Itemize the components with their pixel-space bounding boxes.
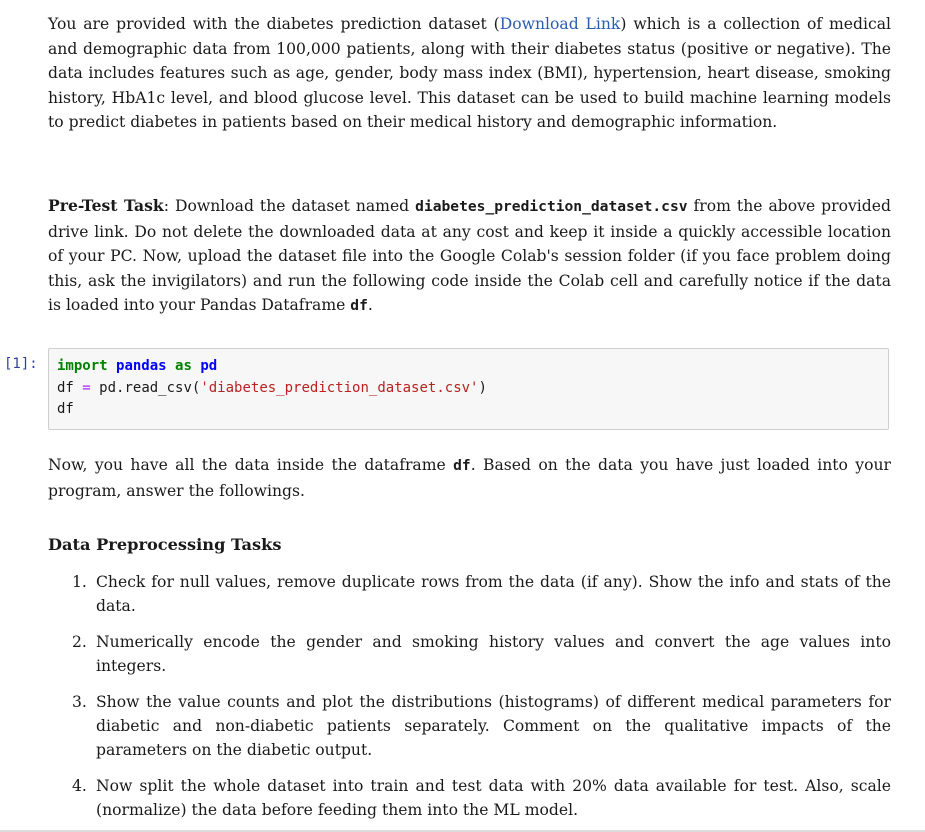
intro-paragraph <box>48 12 891 135</box>
code-line-2 <box>57 380 487 396</box>
task-text: Show the value counts and plot the distributions (histograms) of different medical parameters for diabetic and non-diabetic patients separately. Comment on the qualitative impacts of the parameters on the diabetic output. <box>96 693 891 759</box>
intro-text-end: ) which is a collection of medical and demographic data from 100,000 patients, along with their diabetes status (positive or negative). The data includes features such as age, gender, body mass index (BMI), hypertension, heart disease, smoking history, HbA1c level, and blood glucose level. This dataset can be used to build machine learning models to predict diabetes in patients based on their medical history and demographic information. <box>48 15 892 131</box>
import-keyword: import <box>57 358 108 374</box>
pretest-text-2: from the above provided drive link. Do not delete the downloaded data at any cost and keep it inside a quickly accessible location of your PC. Now, upload the dataset file into the Google Colab's session folder (if you face problem doing this, ask the invigilators) and run the following code inside the Colab cell and carefully notice if the data is loaded into your Pandas Dataframe <box>48 197 891 314</box>
code-line-1 <box>57 358 217 374</box>
after-code-paragraph <box>48 453 891 503</box>
code-var: df <box>57 379 74 396</box>
dataframe-varname: df <box>350 297 368 314</box>
pretest-text-1: : Download the dataset named <box>163 197 416 215</box>
task-text: Numerically encode the gender and smoking history values and convert the age values into integers. <box>96 633 891 675</box>
task-number: 4. <box>72 777 87 795</box>
task-item <box>48 690 891 762</box>
code-string: 'diabetes_prediction_dataset.csv' <box>200 379 479 396</box>
task-number: 2. <box>72 633 87 651</box>
code-line-3: df <box>57 401 74 417</box>
pretest-label: Pre-Test Task <box>48 196 164 215</box>
as-keyword: as <box>175 358 192 374</box>
cell-prompt: [1]: <box>4 356 38 372</box>
task-text: Check for null values, remove duplicate rows from the data (if any). Show the info and stats of the data. <box>96 573 891 615</box>
task-text: Now split the whole dataset into train and test data with 20% data available for test. Also, scale (normalize) the data before feeding them into the ML model. <box>96 777 891 819</box>
task-item <box>48 630 891 678</box>
code-operator: = <box>82 379 91 396</box>
after-code-text-2: . Based on the data you have just loaded into your program, answer the followings. <box>48 456 891 500</box>
pretest-text-3: . <box>367 296 373 314</box>
module-alias: pd <box>200 358 218 374</box>
section-heading: Data Preprocessing Tasks <box>48 535 282 554</box>
task-number: 3. <box>72 693 87 711</box>
task-item <box>48 570 891 618</box>
dataframe-varname-2: df <box>453 457 471 474</box>
download-link[interactable]: Download Link <box>499 15 621 33</box>
task-list <box>48 570 891 822</box>
dataset-filename: diabetes_prediction_dataset.csv <box>415 198 688 215</box>
task-item <box>48 774 891 822</box>
after-code-text-1: Now, you have all the data inside the dataframe <box>48 456 454 474</box>
code-close-paren: ) <box>478 379 487 396</box>
pretest-paragraph <box>48 194 891 319</box>
module-name: pandas <box>116 358 167 374</box>
task-number: 1. <box>72 573 87 591</box>
intro-text-start: You are provided with the diabetes prediction dataset ( <box>48 15 500 33</box>
code-call: pd.read_csv( <box>99 379 201 396</box>
code-cell[interactable] <box>48 348 889 430</box>
